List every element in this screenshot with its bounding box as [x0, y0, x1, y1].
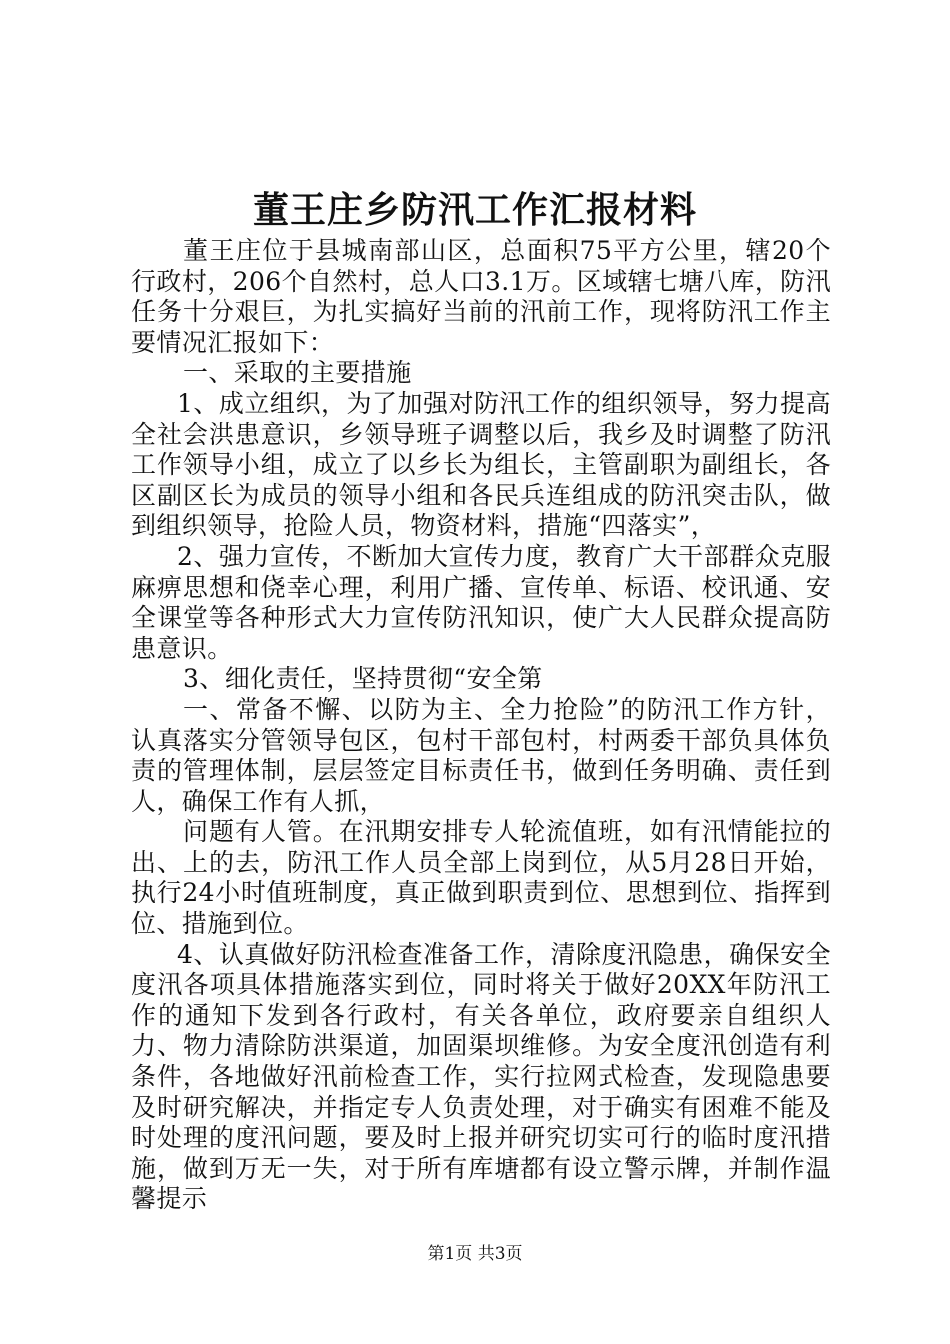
- paragraph-publicity: 2、强力宣传，不断加大宣传力度，教育广大干部群众克服麻痹思想和侥幸心理，利用广播、宣传单、标语、校讯通、安全课堂等各种形式大力宣传防汛知识，使广大人民群众提高防患意识。: [131, 541, 831, 663]
- section-heading-measures: 一、采取的主要措施: [183, 358, 412, 388]
- paragraph-duty: 问题有人管。在汛期安排专人轮流值班，如有汛情能拉的出、上的去，防汛工作人员全部上岗到位，从5月28日开始，执行24小时值班制度，真正做到职责到位、思想到位、指挥到位、措施到位。: [131, 817, 831, 939]
- paragraph-policy: 一、常备不懈、以防为主、全力抢险”的防汛工作方针，认真落实分管领导包区，包村干部包村，村两委干部负具体负责的管理体制，层层签定目标责任书，做到任务明确、责任到人，确保工作有人抓，: [131, 694, 831, 816]
- paragraph-organization: 1、成立组织，为了加强对防汛工作的组织领导，努力提高全社会洪患意识，乡领导班子调整以后，我乡及时调整了防汛工作领导小组，成立了以乡长为组长，主管副职为副组长，各区副区长为成员的领导小组和各民兵连组成的防汛突击队，做到组织领导，抢险人员，物资材料，措施“四落实”，: [131, 388, 831, 541]
- paragraph-responsibility: 3、细化责任，坚持贯彻“安全第: [183, 664, 543, 694]
- page-number-footer: 第1页 共3页: [427, 1244, 523, 1264]
- document-body: [131, 236, 831, 1215]
- paragraph-inspection: 4、认真做好防汛检查准备工作，清除度汛隐患，确保安全度汛各项具体措施落实到位，同时将关于做好20XX年防汛工作的通知下发到各行政村，有关各单位，政府要亲自组织人力、物力清除防洪渠道，加固渠坝维修。为安全度汛创造有利条件，各地做好汛前检查工作，实行拉网式检查，发现隐患要及时研究解决，并指定专人负责处理，对于确实有困难不能及时处理的度汛问题，要及时上报并研究切实可行的临时度汛措施，做到万无一失，对于所有库塘都有设立警示牌，并制作温馨提示: [131, 939, 831, 1214]
- document-title: 董王庄乡防汛工作汇报材料: [252, 189, 697, 231]
- paragraph-intro: 董王庄位于县城南部山区，总面积75平方公里，辖20个行政村，206个自然村，总人口3.1万。区域辖七塘八库，防汛任务十分艰巨，为扎实搞好当前的汛前工作，现将防汛工作主要情况汇报如下：: [131, 236, 831, 357]
